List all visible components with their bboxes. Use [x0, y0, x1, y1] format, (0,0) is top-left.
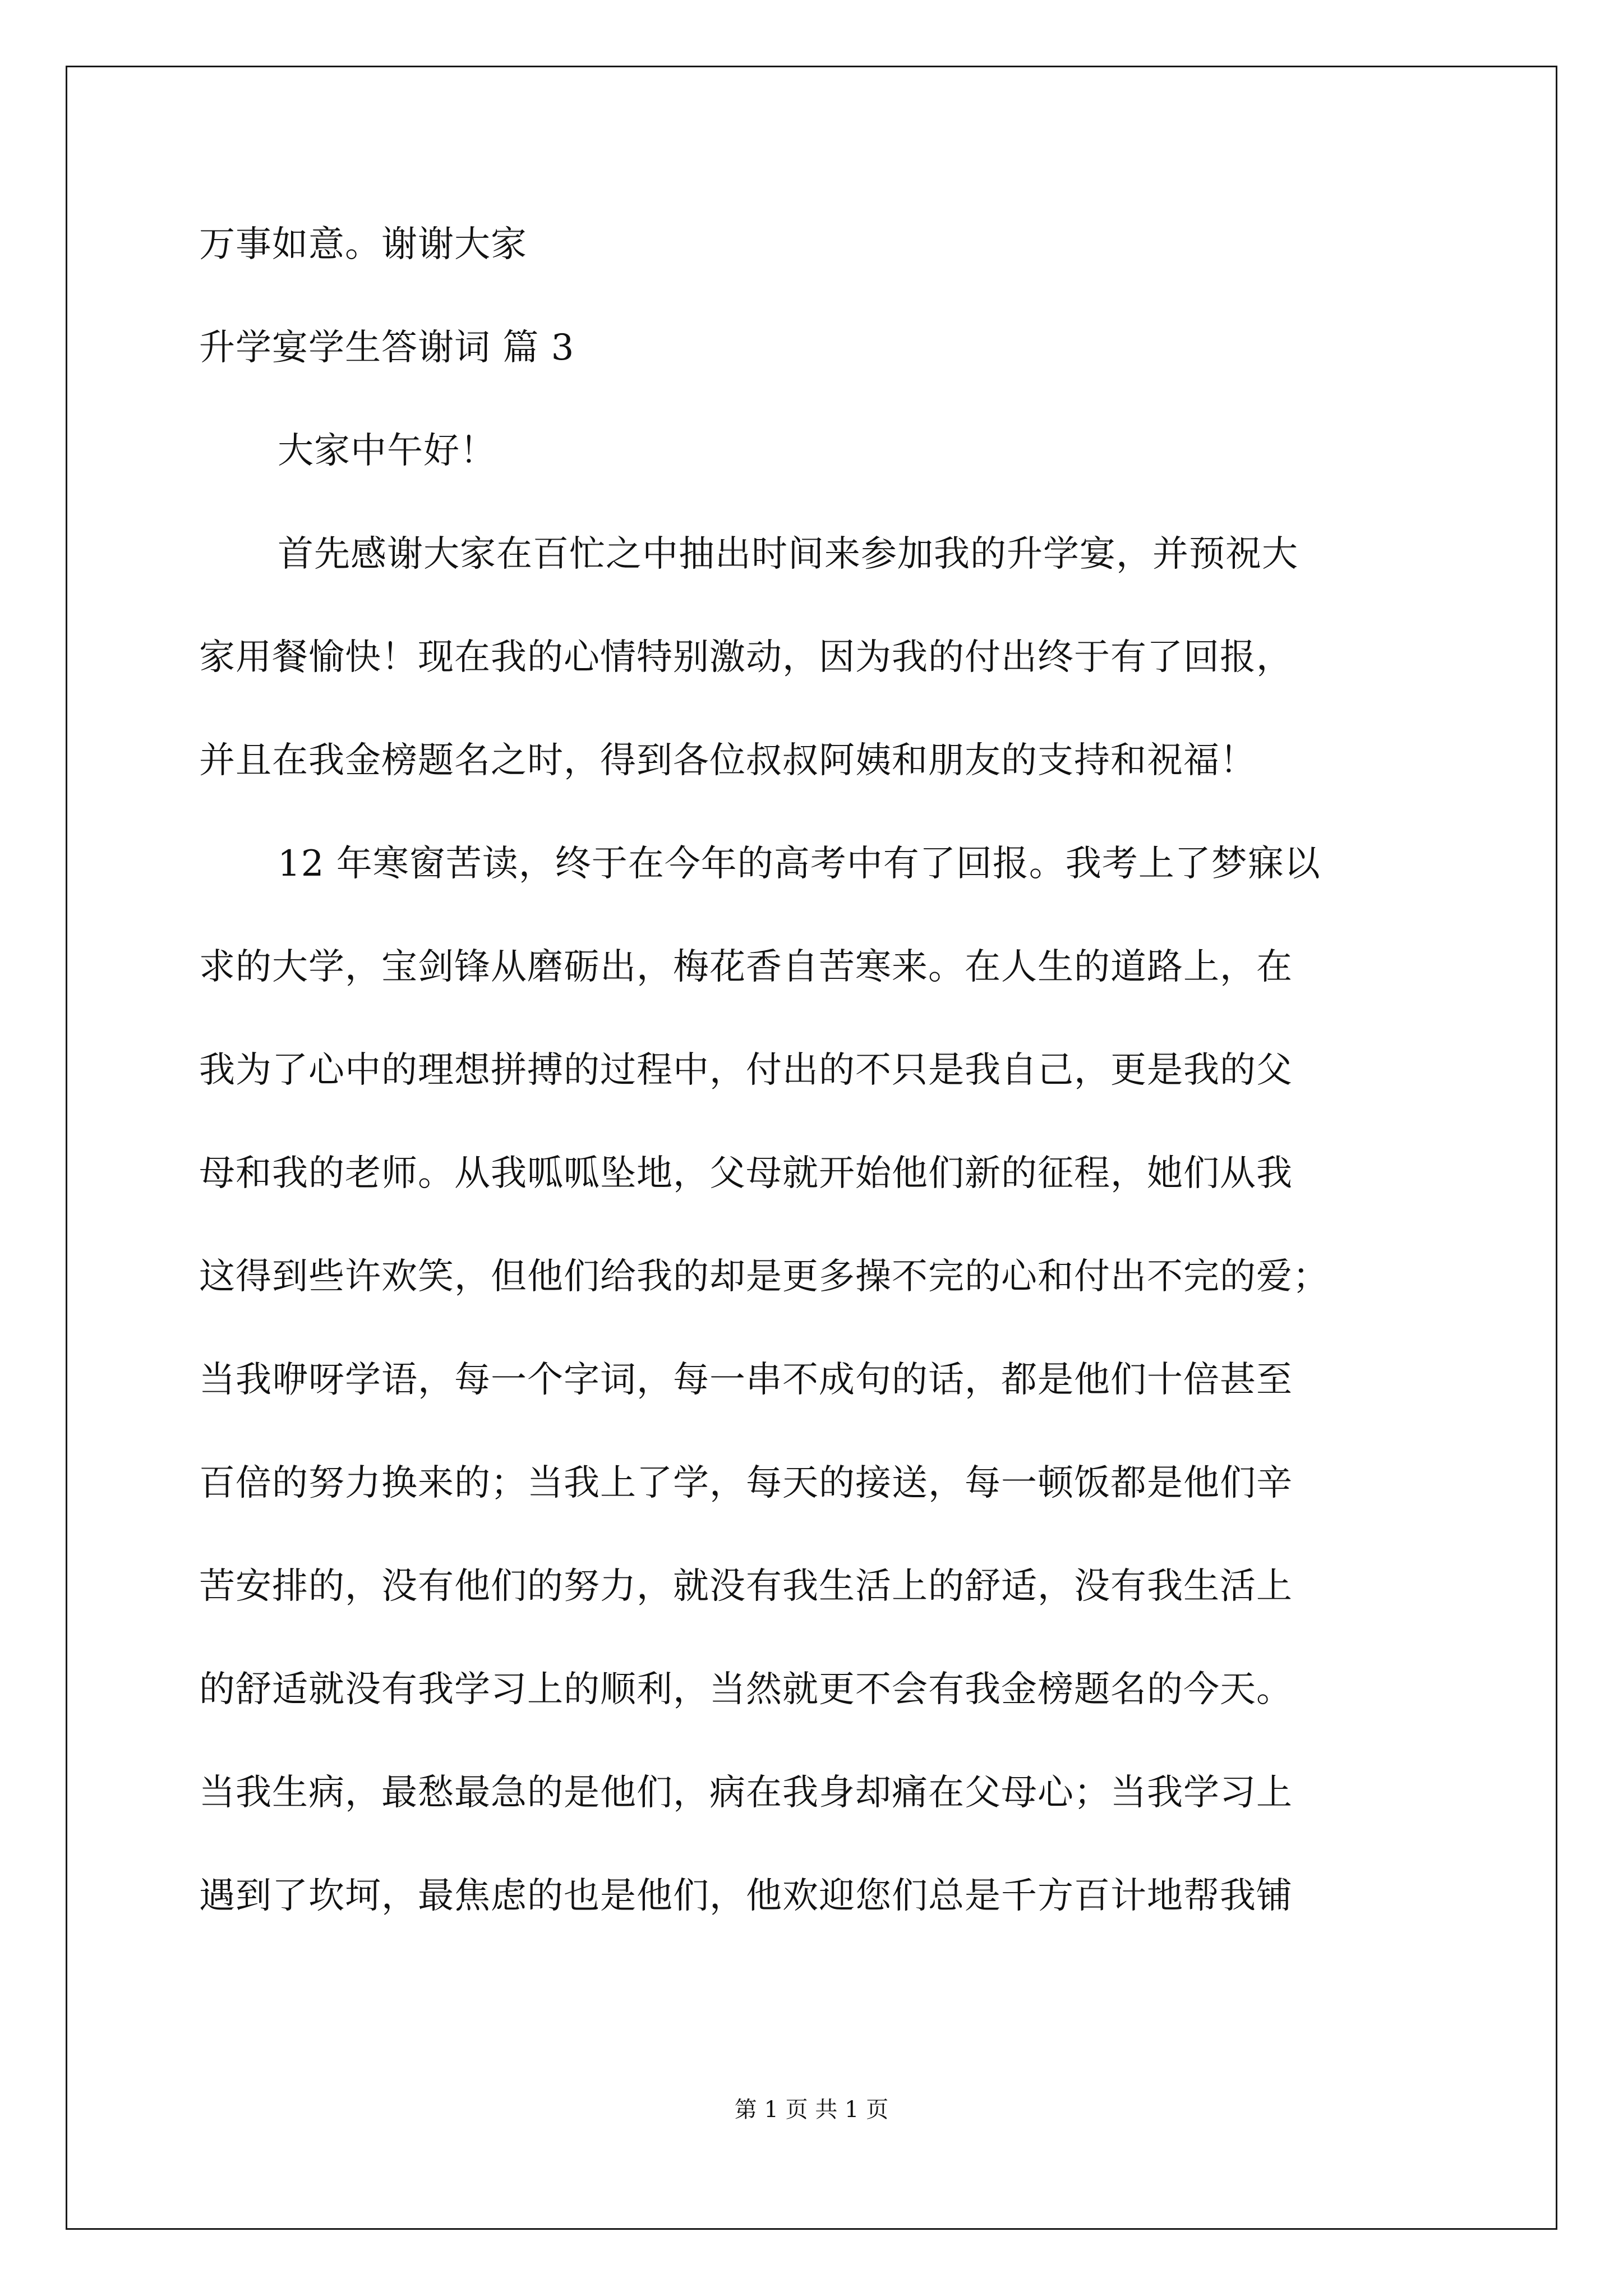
section-title: 升学宴学生答谢词 篇 3: [199, 327, 575, 369]
paragraph-line: 百倍的努力换来的；当我上了学，每天的接送，每一顿饭都是他们辛: [199, 1462, 1293, 1504]
paragraph-line: 这得到些许欢笑，但他们给我的却是更多操不完的心和付出不完的爱；: [199, 1256, 1329, 1297]
paragraph-1: [199, 531, 1433, 784]
paragraph-line: 苦安排的，没有他们的努力，就没有我生活上的舒适，没有我生活上: [199, 1566, 1293, 1607]
paragraph-line: 12 年寒窗苦读，终于在今年的高考中有了回报。我考上了梦寐以: [278, 843, 1321, 885]
closing-line: 万事如意。谢谢大家: [199, 224, 527, 265]
paragraph-line: 首先感谢大家在百忙之中抽出时间来参加我的升学宴，并预祝大: [278, 533, 1298, 575]
paragraph-line: 遇到了坎坷，最焦虑的也是他们，他欢迎您们总是千方百计地帮我铺: [199, 1875, 1293, 1917]
paragraph-line: 并且在我金榜题名之时，得到各位叔叔阿姨和朋友的支持和祝福！: [199, 740, 1256, 781]
page-footer: 第 1 页 共 1 页: [734, 2097, 889, 2123]
paragraph-line: 当我生病，最愁最急的是他们，病在我身却痛在父母心；当我学习上: [199, 1772, 1293, 1814]
paragraph-line: 求的大学，宝剑锋从磨砺出，梅花香自苦寒来。在人生的道路上，在: [199, 946, 1293, 988]
greeting: 大家中午好！: [278, 430, 496, 472]
document-body: [199, 222, 1433, 1976]
paragraph-line: 的舒适就没有我学习上的顺利，当然就更不会有我金榜题名的今天。: [199, 1669, 1293, 1710]
paragraph-line: 我为了心中的理想拼搏的过程中，付出的不只是我自己，更是我的父: [199, 1050, 1293, 1091]
paragraph-line: 母和我的老师。从我呱呱坠地，父母就开始他们新的征程，她们从我: [199, 1153, 1293, 1194]
paragraph-2: [199, 841, 1433, 1919]
paragraph-line: 家用餐愉快！现在我的心情特别激动，因为我的付出终于有了回报，: [199, 637, 1293, 678]
paragraph-line: 当我咿呀学语，每一个字词，每一串不成句的话，都是他们十倍甚至: [199, 1359, 1293, 1401]
